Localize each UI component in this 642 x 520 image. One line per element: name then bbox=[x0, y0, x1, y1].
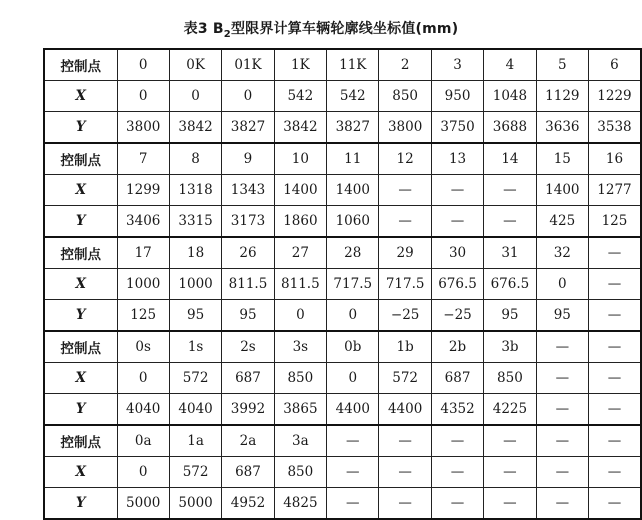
title-subscript: 2 bbox=[223, 28, 231, 40]
x-coordinate-row bbox=[44, 175, 641, 206]
x-value-cell: — bbox=[379, 457, 431, 488]
y-coordinate-label: Y bbox=[44, 112, 117, 144]
x-value-cell: 687 bbox=[222, 363, 274, 394]
x-value-cell: 0 bbox=[169, 81, 221, 112]
x-value-cell: 717.5 bbox=[379, 269, 431, 300]
x-value-cell: 0 bbox=[117, 363, 169, 394]
y-coordinate-label: Y bbox=[44, 206, 117, 238]
control-point-cell: 16 bbox=[589, 143, 641, 175]
x-value-cell: 1400 bbox=[274, 175, 326, 206]
control-point-cell: 3a bbox=[274, 425, 326, 457]
x-coordinate-label: X bbox=[44, 457, 117, 488]
control-point-cell: 9 bbox=[222, 143, 274, 175]
control-point-cell: 2 bbox=[379, 49, 431, 81]
y-value-cell: — bbox=[431, 206, 483, 238]
x-value-cell: 1343 bbox=[222, 175, 274, 206]
control-point-cell: 8 bbox=[169, 143, 221, 175]
control-point-label: 控制点 bbox=[44, 143, 117, 175]
control-point-cell: 7 bbox=[117, 143, 169, 175]
x-coordinate-row bbox=[44, 363, 641, 394]
y-value-cell: 95 bbox=[536, 300, 588, 332]
y-value-cell: 0 bbox=[327, 300, 379, 332]
x-value-cell: — bbox=[536, 457, 588, 488]
control-point-cell: 2s bbox=[222, 331, 274, 363]
x-value-cell: 811.5 bbox=[222, 269, 274, 300]
y-value-cell: — bbox=[536, 394, 588, 426]
x-coordinate-label: X bbox=[44, 269, 117, 300]
y-coordinate-row bbox=[44, 112, 641, 144]
x-value-cell: — bbox=[431, 175, 483, 206]
y-value-cell: 3827 bbox=[222, 112, 274, 144]
control-point-cell: 15 bbox=[536, 143, 588, 175]
x-value-cell: — bbox=[589, 363, 641, 394]
y-value-cell: — bbox=[327, 488, 379, 520]
y-coordinate-label: Y bbox=[44, 488, 117, 520]
x-value-cell: — bbox=[589, 457, 641, 488]
y-value-cell: 4040 bbox=[117, 394, 169, 426]
y-value-cell: 4825 bbox=[274, 488, 326, 520]
control-point-cell: — bbox=[536, 425, 588, 457]
x-value-cell: 0 bbox=[222, 81, 274, 112]
y-value-cell: 4225 bbox=[484, 394, 536, 426]
y-value-cell: 4400 bbox=[327, 394, 379, 426]
control-point-cell: 1s bbox=[169, 331, 221, 363]
control-point-cell: — bbox=[431, 425, 483, 457]
y-value-cell: 3827 bbox=[327, 112, 379, 144]
control-point-cell: 31 bbox=[484, 237, 536, 269]
control-point-cell: 01K bbox=[222, 49, 274, 81]
control-point-row bbox=[44, 237, 641, 269]
x-value-cell: 1400 bbox=[327, 175, 379, 206]
x-value-cell: 542 bbox=[327, 81, 379, 112]
x-value-cell: 1229 bbox=[589, 81, 641, 112]
y-value-cell: 3636 bbox=[536, 112, 588, 144]
y-value-cell: 3800 bbox=[117, 112, 169, 144]
control-point-cell: 1b bbox=[379, 331, 431, 363]
control-point-cell: 12 bbox=[379, 143, 431, 175]
x-value-cell: 1129 bbox=[536, 81, 588, 112]
control-point-cell: 14 bbox=[484, 143, 536, 175]
y-value-cell: 4040 bbox=[169, 394, 221, 426]
y-value-cell: — bbox=[379, 206, 431, 238]
control-point-cell: 13 bbox=[431, 143, 483, 175]
y-value-cell: 3992 bbox=[222, 394, 274, 426]
x-value-cell: 0 bbox=[117, 457, 169, 488]
control-point-cell: 28 bbox=[327, 237, 379, 269]
y-value-cell: 3406 bbox=[117, 206, 169, 238]
control-point-cell: 3 bbox=[431, 49, 483, 81]
control-point-cell: 2a bbox=[222, 425, 274, 457]
x-value-cell: 1000 bbox=[117, 269, 169, 300]
x-value-cell: — bbox=[379, 175, 431, 206]
control-point-cell: 11K bbox=[327, 49, 379, 81]
y-coordinate-row bbox=[44, 300, 641, 332]
control-point-cell: 3b bbox=[484, 331, 536, 363]
control-point-cell: 1K bbox=[274, 49, 326, 81]
control-point-cell: — bbox=[589, 425, 641, 457]
control-point-cell: 0b bbox=[327, 331, 379, 363]
y-value-cell: 3800 bbox=[379, 112, 431, 144]
y-value-cell: — bbox=[484, 488, 536, 520]
y-value-cell: 3842 bbox=[169, 112, 221, 144]
control-point-row bbox=[44, 49, 641, 81]
y-value-cell: −25 bbox=[431, 300, 483, 332]
control-point-cell: 0a bbox=[117, 425, 169, 457]
x-value-cell: 1277 bbox=[589, 175, 641, 206]
y-value-cell: 125 bbox=[117, 300, 169, 332]
x-value-cell: 0 bbox=[117, 81, 169, 112]
y-value-cell: 0 bbox=[274, 300, 326, 332]
x-value-cell: 1048 bbox=[484, 81, 536, 112]
control-point-row bbox=[44, 331, 641, 363]
x-value-cell: 687 bbox=[431, 363, 483, 394]
x-value-cell: 1318 bbox=[169, 175, 221, 206]
x-value-cell: 850 bbox=[274, 363, 326, 394]
y-value-cell: — bbox=[589, 300, 641, 332]
x-value-cell: 572 bbox=[169, 457, 221, 488]
control-point-cell: 6 bbox=[589, 49, 641, 81]
control-point-cell: 3s bbox=[274, 331, 326, 363]
title-suffix: 型限界计算车辆轮廓线坐标值(mm) bbox=[230, 21, 459, 37]
x-value-cell: 687 bbox=[222, 457, 274, 488]
control-point-cell: 17 bbox=[117, 237, 169, 269]
control-point-label: 控制点 bbox=[44, 331, 117, 363]
coordinate-table bbox=[43, 48, 642, 520]
control-point-cell: 27 bbox=[274, 237, 326, 269]
control-point-cell: 1a bbox=[169, 425, 221, 457]
y-value-cell: −25 bbox=[379, 300, 431, 332]
table-title bbox=[0, 18, 642, 40]
control-point-cell: — bbox=[589, 331, 641, 363]
y-value-cell: — bbox=[536, 488, 588, 520]
y-value-cell: 95 bbox=[222, 300, 274, 332]
x-coordinate-row bbox=[44, 269, 641, 300]
y-value-cell: 425 bbox=[536, 206, 588, 238]
control-point-cell: — bbox=[484, 425, 536, 457]
x-coordinate-row bbox=[44, 457, 641, 488]
y-value-cell: 5000 bbox=[117, 488, 169, 520]
y-value-cell: 125 bbox=[589, 206, 641, 238]
x-value-cell: — bbox=[536, 363, 588, 394]
x-value-cell: 542 bbox=[274, 81, 326, 112]
table-body bbox=[44, 49, 641, 519]
control-point-label: 控制点 bbox=[44, 49, 117, 81]
x-value-cell: 1000 bbox=[169, 269, 221, 300]
x-value-cell: — bbox=[431, 457, 483, 488]
control-point-cell: 0K bbox=[169, 49, 221, 81]
y-value-cell: 4352 bbox=[431, 394, 483, 426]
x-coordinate-label: X bbox=[44, 81, 117, 112]
x-value-cell: — bbox=[589, 269, 641, 300]
x-value-cell: 676.5 bbox=[484, 269, 536, 300]
y-value-cell: — bbox=[589, 488, 641, 520]
x-coordinate-row bbox=[44, 81, 641, 112]
control-point-cell: 10 bbox=[274, 143, 326, 175]
y-value-cell: — bbox=[589, 394, 641, 426]
x-value-cell: 850 bbox=[379, 81, 431, 112]
control-point-cell: 18 bbox=[169, 237, 221, 269]
y-value-cell: 95 bbox=[169, 300, 221, 332]
y-coordinate-row bbox=[44, 394, 641, 426]
control-point-cell: 29 bbox=[379, 237, 431, 269]
y-value-cell: 4400 bbox=[379, 394, 431, 426]
control-point-label: 控制点 bbox=[44, 237, 117, 269]
x-value-cell: 850 bbox=[274, 457, 326, 488]
control-point-cell: — bbox=[536, 331, 588, 363]
control-point-cell: 32 bbox=[536, 237, 588, 269]
control-point-cell: — bbox=[327, 425, 379, 457]
y-value-cell: 5000 bbox=[169, 488, 221, 520]
control-point-cell: — bbox=[379, 425, 431, 457]
x-value-cell: 717.5 bbox=[327, 269, 379, 300]
y-value-cell: — bbox=[484, 206, 536, 238]
y-value-cell: 3538 bbox=[589, 112, 641, 144]
control-point-label: 控制点 bbox=[44, 425, 117, 457]
control-point-cell: 26 bbox=[222, 237, 274, 269]
control-point-row bbox=[44, 425, 641, 457]
x-value-cell: 1400 bbox=[536, 175, 588, 206]
title-prefix: 表3 B bbox=[183, 21, 224, 37]
x-coordinate-label: X bbox=[44, 363, 117, 394]
x-value-cell: 811.5 bbox=[274, 269, 326, 300]
y-value-cell: — bbox=[431, 488, 483, 520]
control-point-cell: 0 bbox=[117, 49, 169, 81]
control-point-cell: 5 bbox=[536, 49, 588, 81]
y-value-cell: 95 bbox=[484, 300, 536, 332]
y-value-cell: 3865 bbox=[274, 394, 326, 426]
control-point-cell: — bbox=[589, 237, 641, 269]
y-value-cell: 4952 bbox=[222, 488, 274, 520]
y-value-cell: 3688 bbox=[484, 112, 536, 144]
y-value-cell: 1060 bbox=[327, 206, 379, 238]
y-value-cell: 3842 bbox=[274, 112, 326, 144]
y-coordinate-label: Y bbox=[44, 394, 117, 426]
x-value-cell: 0 bbox=[327, 363, 379, 394]
control-point-cell: 0s bbox=[117, 331, 169, 363]
y-value-cell: 3750 bbox=[431, 112, 483, 144]
x-value-cell: 0 bbox=[536, 269, 588, 300]
x-value-cell: 1299 bbox=[117, 175, 169, 206]
y-value-cell: 3173 bbox=[222, 206, 274, 238]
x-value-cell: 572 bbox=[379, 363, 431, 394]
x-value-cell: — bbox=[484, 175, 536, 206]
control-point-cell: 11 bbox=[327, 143, 379, 175]
y-value-cell: 1860 bbox=[274, 206, 326, 238]
control-point-cell: 4 bbox=[484, 49, 536, 81]
x-coordinate-label: X bbox=[44, 175, 117, 206]
control-point-row bbox=[44, 143, 641, 175]
x-value-cell: 676.5 bbox=[431, 269, 483, 300]
x-value-cell: 572 bbox=[169, 363, 221, 394]
x-value-cell: 950 bbox=[431, 81, 483, 112]
y-coordinate-row bbox=[44, 206, 641, 238]
control-point-cell: 2b bbox=[431, 331, 483, 363]
y-value-cell: 3315 bbox=[169, 206, 221, 238]
x-value-cell: — bbox=[327, 457, 379, 488]
y-value-cell: — bbox=[379, 488, 431, 520]
x-value-cell: — bbox=[484, 457, 536, 488]
y-coordinate-row bbox=[44, 488, 641, 520]
y-coordinate-label: Y bbox=[44, 300, 117, 332]
control-point-cell: 30 bbox=[431, 237, 483, 269]
x-value-cell: 850 bbox=[484, 363, 536, 394]
